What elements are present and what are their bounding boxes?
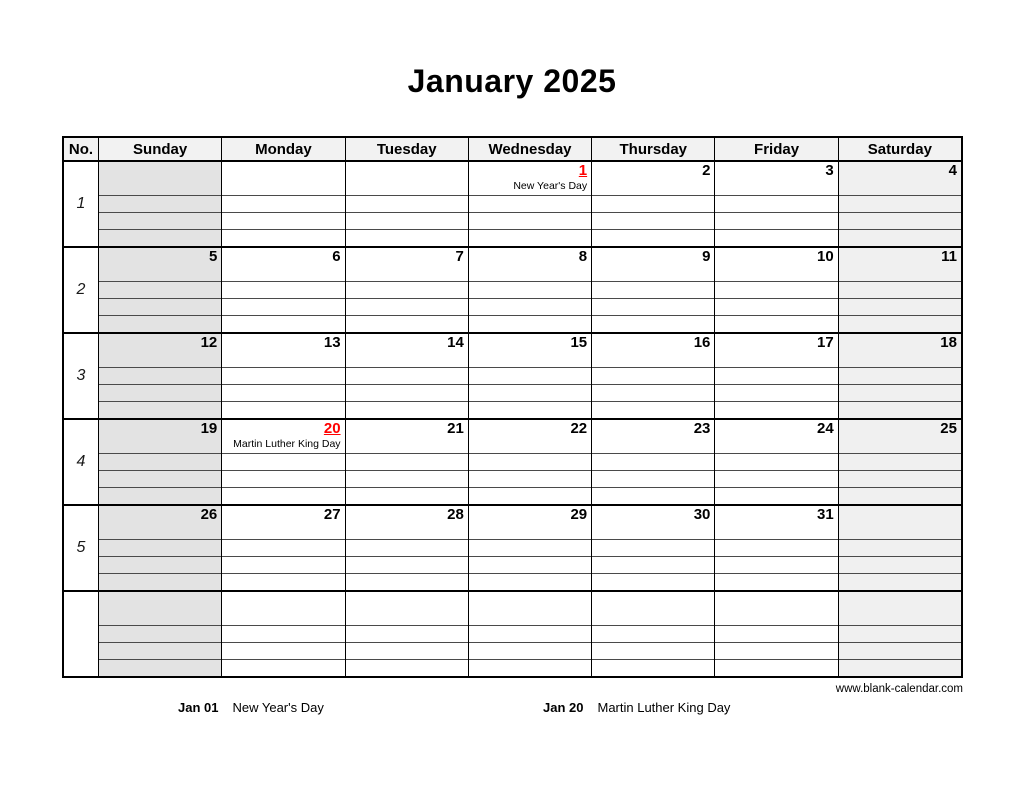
date-area [592,592,714,625]
writing-line [469,625,591,642]
date-number: 4 [948,162,957,179]
date-area [592,506,714,539]
writing-line [346,625,468,642]
writing-line [839,470,961,487]
calendar-table [62,136,963,678]
week-number: 5 [64,506,98,590]
date-area [715,592,837,625]
day-cell [714,420,837,504]
writing-line [222,401,344,418]
writing-line [592,367,714,384]
writing-line [346,367,468,384]
date-number: 15 [570,334,588,351]
writing-line [839,298,961,315]
writing-line [222,229,344,246]
writing-line [592,625,714,642]
header-cell-sunday: Sunday [98,138,221,160]
writing-line [469,212,591,229]
writing-line [839,229,961,246]
date-area [839,592,961,625]
writing-line [222,659,344,676]
day-cell [221,592,344,676]
date-area [469,334,591,367]
date-area [99,420,221,453]
writing-line [346,195,468,212]
day-cell [838,334,961,418]
date-number: 26 [200,506,218,523]
day-cell [838,592,961,676]
day-cell [221,162,344,246]
writing-line [592,487,714,504]
day-cell [345,334,468,418]
writing-line [222,298,344,315]
writing-line [469,229,591,246]
date-area [346,248,468,281]
day-cell [98,162,221,246]
day-cell [468,248,591,332]
header-cell-saturday: Saturday [838,138,961,160]
writing-line [99,470,221,487]
writing-line [469,487,591,504]
legend-holiday-name: New Year's Day [232,700,324,715]
writing-line [99,453,221,470]
day-cell [345,420,468,504]
writing-line [839,212,961,229]
writing-line [715,659,837,676]
writing-line [715,556,837,573]
day-cell [838,420,961,504]
writing-line [592,315,714,332]
writing-line [839,573,961,590]
header-cell-monday: Monday [221,138,344,160]
date-number: 3 [825,162,834,179]
legend-date: Jan 01 [178,700,219,715]
writing-line [469,453,591,470]
writing-line [715,470,837,487]
writing-line [99,229,221,246]
date-area [839,248,961,281]
date-area [222,162,344,195]
writing-line [839,659,961,676]
date-number: 18 [940,334,957,351]
day-cell [98,334,221,418]
date-number: 9 [702,248,711,265]
date-area [222,334,344,367]
day-cell [714,162,837,246]
writing-line [839,315,961,332]
date-number: 22 [570,420,588,437]
week-number: 3 [64,334,98,418]
writing-line [346,401,468,418]
writing-line [222,195,344,212]
date-number: 16 [693,334,711,351]
date-area [469,506,591,539]
writing-line [99,556,221,573]
writing-line [222,556,344,573]
writing-line [469,573,591,590]
writing-line [715,281,837,298]
writing-line [222,470,344,487]
date-number: 20 [323,420,341,437]
writing-line [99,212,221,229]
writing-line [592,539,714,556]
date-number: 7 [455,248,464,265]
date-number: 19 [200,420,218,437]
date-number: 30 [693,506,711,523]
date-number: 17 [817,334,834,351]
writing-line [839,384,961,401]
writing-line [592,642,714,659]
date-area [346,506,468,539]
day-cell [345,248,468,332]
writing-line [222,625,344,642]
day-cell [591,162,714,246]
writing-line [839,642,961,659]
writing-line [346,281,468,298]
week-number [64,592,98,676]
writing-line [715,642,837,659]
weeks-container [64,162,961,676]
writing-line [715,401,837,418]
date-area [346,592,468,625]
writing-line [99,487,221,504]
writing-line [346,470,468,487]
writing-line [715,315,837,332]
date-area [592,420,714,453]
week-number: 1 [64,162,98,246]
date-area [715,248,837,281]
writing-line [592,281,714,298]
writing-line [592,573,714,590]
date-area [715,334,837,367]
date-area [222,592,344,625]
week-number: 2 [64,248,98,332]
writing-line [346,298,468,315]
header-cell-wednesday: Wednesday [468,138,591,160]
day-cell [98,248,221,332]
day-cell [838,506,961,590]
date-number: 28 [447,506,464,523]
week-row [64,420,961,506]
day-cell [714,248,837,332]
legend-date: Jan 20 [543,700,584,715]
date-area [222,420,344,453]
writing-line [346,659,468,676]
writing-line [715,487,837,504]
writing-line [469,315,591,332]
day-cell [468,420,591,504]
date-number: 27 [323,506,341,523]
writing-line [839,281,961,298]
day-cell [468,506,591,590]
writing-line [469,195,591,212]
writing-line [222,212,344,229]
writing-line [839,487,961,504]
date-area [715,162,837,195]
date-area [592,162,714,195]
day-cell [221,420,344,504]
header-cell-no: No. [68,140,94,158]
date-area [592,334,714,367]
week-row [64,592,961,676]
writing-line [592,470,714,487]
holiday-label: Martin Luther King Day [233,438,341,450]
writing-line [592,384,714,401]
date-area [346,162,468,195]
writing-line [715,539,837,556]
day-cell [468,592,591,676]
writing-line [592,453,714,470]
date-number: 14 [447,334,464,351]
writing-line [99,625,221,642]
writing-line [222,315,344,332]
day-cell [838,248,961,332]
date-area [839,162,961,195]
writing-line [592,298,714,315]
writing-line [592,556,714,573]
writing-line [346,453,468,470]
date-area [99,248,221,281]
day-cell [345,506,468,590]
date-area [99,162,221,195]
week-row [64,248,961,334]
writing-line [469,470,591,487]
writing-line [839,367,961,384]
week-row [64,162,961,248]
header-cell-tuesday: Tuesday [345,138,468,160]
day-cell [468,334,591,418]
day-cell [714,506,837,590]
writing-line [346,556,468,573]
date-area [469,162,591,195]
day-cell [345,162,468,246]
writing-line [592,401,714,418]
legend-item-new-years [178,700,324,715]
writing-line [99,539,221,556]
date-area [222,506,344,539]
writing-line [346,212,468,229]
date-area [469,248,591,281]
writing-line [222,487,344,504]
writing-line [346,642,468,659]
date-area [469,420,591,453]
writing-line [715,453,837,470]
writing-line [469,659,591,676]
day-cell [98,592,221,676]
writing-line [839,195,961,212]
date-area [99,334,221,367]
date-area [839,420,961,453]
writing-line [715,229,837,246]
date-area [99,506,221,539]
date-number: 24 [817,420,834,437]
writing-line [346,315,468,332]
writing-line [592,195,714,212]
writing-line [592,212,714,229]
writing-line [346,539,468,556]
day-cell [591,420,714,504]
writing-line [715,195,837,212]
day-cell [98,420,221,504]
date-area [715,420,837,453]
week-number: 4 [64,420,98,504]
date-area [839,334,961,367]
day-cell [221,248,344,332]
week-row [64,334,961,420]
writing-line [99,298,221,315]
writing-line [715,298,837,315]
date-number: 21 [447,420,464,437]
day-cell [714,592,837,676]
date-area [715,506,837,539]
writing-line [839,539,961,556]
writing-line [99,642,221,659]
date-number: 25 [940,420,957,437]
writing-line [222,384,344,401]
date-area [222,248,344,281]
day-cell [221,506,344,590]
writing-line [222,281,344,298]
writing-line [839,453,961,470]
date-number: 2 [702,162,711,179]
writing-line [469,367,591,384]
day-cell [838,162,961,246]
writing-line [592,229,714,246]
header-cell-thursday: Thursday [591,138,714,160]
date-area [839,506,961,539]
writing-line [99,195,221,212]
writing-line [99,315,221,332]
writing-line [346,487,468,504]
writing-line [715,384,837,401]
date-area [346,420,468,453]
day-cell [591,592,714,676]
date-number: 1 [578,162,588,179]
date-number: 31 [817,506,834,523]
writing-line [346,573,468,590]
day-cell [591,506,714,590]
writing-line [839,401,961,418]
writing-line [222,539,344,556]
day-cell [591,248,714,332]
writing-line [469,401,591,418]
date-number: 6 [332,248,341,265]
writing-line [469,539,591,556]
day-cell [98,506,221,590]
date-area [99,592,221,625]
header-cell-friday: Friday [714,138,837,160]
calendar-header-row [64,138,961,162]
writing-line [469,384,591,401]
writing-line [469,298,591,315]
website-url: www.blank-calendar.com [835,683,963,695]
writing-line [469,642,591,659]
date-area [592,248,714,281]
writing-line [346,384,468,401]
day-cell [468,162,591,246]
legend-holiday-name: Martin Luther King Day [597,700,731,715]
writing-line [99,281,221,298]
day-cell [221,334,344,418]
writing-line [469,556,591,573]
writing-line [715,367,837,384]
date-number: 12 [200,334,218,351]
date-area [469,592,591,625]
date-number: 29 [570,506,588,523]
writing-line [469,281,591,298]
writing-line [346,229,468,246]
writing-line [715,573,837,590]
writing-line [222,573,344,590]
date-number: 10 [817,248,834,265]
day-cell [345,592,468,676]
writing-line [99,659,221,676]
day-cell [591,334,714,418]
writing-line [222,367,344,384]
holiday-label: New Year's Day [513,180,588,192]
date-area [346,334,468,367]
date-number: 23 [693,420,711,437]
writing-line [222,642,344,659]
date-number: 11 [941,248,957,265]
writing-line [715,212,837,229]
date-number: 13 [323,334,341,351]
writing-line [99,384,221,401]
writing-line [715,625,837,642]
writing-line [99,401,221,418]
day-cell [714,334,837,418]
writing-line [222,453,344,470]
writing-line [839,556,961,573]
date-number: 5 [208,248,218,265]
week-row [64,506,961,592]
writing-line [99,367,221,384]
page-title: January 2025 [407,63,617,99]
writing-line [839,625,961,642]
writing-line [592,659,714,676]
writing-line [99,573,221,590]
legend-item-mlk [543,700,730,715]
date-number: 8 [578,248,588,265]
